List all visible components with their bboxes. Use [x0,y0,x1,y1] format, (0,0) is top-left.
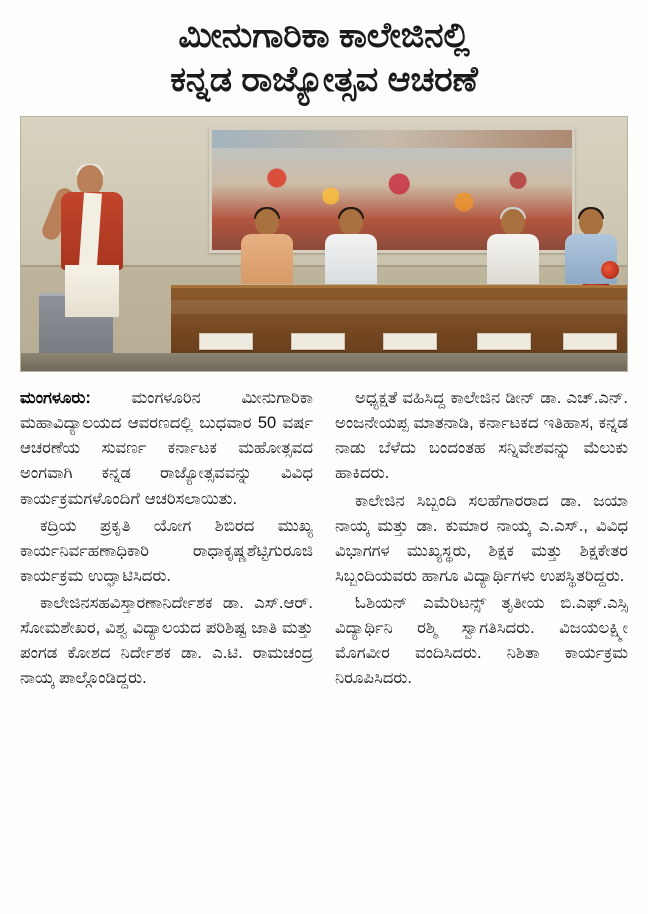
paragraph: ಕಾಲೇಜಿನಸಹವಿಸ್ತಾರಣಾನಿರ್ದೇಶಕ ಡಾ. ಎಸ್.ಆರ್. ಸೋಮಶೇಖರ, ವಿಶ್ವ ವಿದ್ಯಾಲಯದ ಪರಿಶಿಷ್ಟ ಜಾತಿ ಮತ್ತು ಪಂಗಡ ಕೋಶದ ನಿರ್ದೇಶಕ ಡಾ. ಎ.ಟಿ. ರಾಮಚಂದ್ರ ನಾಯ್ಕ ಪಾಲ್ಗೊಂಡಿದ್ದರು. [20,593,313,688]
nameplate [291,333,345,350]
person-head [339,209,363,236]
speaker-head [77,165,103,195]
photo-container [20,116,628,372]
nameplate [383,333,437,350]
paragraph [20,386,313,511]
headline-line-1: ಮೀನುಗಾರಿಕಾ ಕಾಲೇಜಿನಲ್ಲಿ [178,16,470,55]
article-body [20,386,628,693]
nameplate [477,333,531,350]
article-left-column [20,386,313,693]
seated-person [483,209,543,283]
conference-dais-photo [20,116,628,372]
nameplate [199,333,253,350]
paragraph: ಓಶಿಯನ್ ಎಮೆರಿಟನ್ಸ್ ತೃತೀಯ ಬಿ.ಎಫ್.ಎಸ್ಸಿ ವಿದ್ಯಾರ್ಥಿನಿ ರಶ್ಮಿ ಸ್ವಾಗತಿಸಿದರು. ವಿಜಯಲಕ್ಷ್ಮೀ ಮೊಗವೀರ ವಂದಿಸಿದರು. ನಿಶಿತಾ ಕಾರ್ಯಕ್ರಮ ನಿರೂಪಿಸಿದರು. [335,593,628,688]
person-head [579,209,603,236]
person-head [501,209,525,236]
person-torso [241,234,293,284]
projected-slide-strip [212,130,572,148]
headline-line-2: ಕನ್ನಡ ರಾಜ್ಯೋತ್ಸವ ಆಚರಣೆ [170,60,478,100]
paragraph: ಅಧ್ಯಕ್ಷತೆ ವಹಿಸಿದ್ದ ಕಾಲೇಜಿನ ಡೀನ್ ಡಾ. ಎಚ್.ಎನ್. ಅಂಜನೇಯಪ್ಪ ಮಾತನಾಡಿ, ಕರ್ನಾಟಕದ ಇತಿಹಾಸ, ಕನ್ನಡ ನಾಡು ಬೆಳೆದು ಬಂದಂತಹ ಸನ್ನಿವೇಶವನ್ನು ಮೆಲುಕು ಹಾಕಿದರು. [335,389,628,483]
paragraph-text: ಮಂಗಳೂರಿನ ಮೀನುಗಾರಿಕಾ ಮಹಾವಿದ್ಯಾಲಯದ ಆವರಣದಲ್ಲಿ ಬುಧವಾರ 50 ವರ್ಷ ಆಚರಣೆಯ ಸುವರ್ಣ ಕರ್ನಾಟಕ ಮಹೋತ್ಸವದ ಅಂಗವಾಗಿ ಕನ್ನಡ ರಾಜ್ಯೋತ್ಸವವನ್ನು ವಿವಿಧ ಕಾರ್ಯಕ್ರಮಗಳೊಂದಿಗೆ ಆಚರಿಸಲಾಯಿತು. [20,389,313,508]
paragraph: ಕದ್ರಿಯ ಪ್ರಕೃತಿ ಯೋಗ ಶಿಬಿರದ ಮುಖ್ಯ ಕಾರ್ಯನಿರ್ವಹಣಾಧಿಕಾರಿ ರಾಧಾಕೃಷ್ಣಶೆಟ್ಟಿಗುರೂಜಿ ಕಾರ್ಯಕ್ರಮ ಉದ್ಘಾಟಿಸಿದರು. [20,516,313,585]
nameplate [563,333,617,350]
article-right-column [335,386,628,693]
dateline-lead: ಮಂಗಳೂರು: [20,389,91,408]
seated-person [237,209,297,283]
speaker-dhoti [65,265,119,317]
person-torso [487,234,539,284]
hall-floor [21,353,627,371]
paragraph: ಕಾಲೇಜಿನ ಸಿಬ್ಬಂದಿ ಸಲಹೆಗಾರರಾದ ಡಾ. ಜಯಾ ನಾಯ್ಕ ಮತ್ತು ಡಾ. ಕುಮಾರ ನಾಯ್ಕ ಎ.ಎಸ್., ವಿವಿಧ ವಿಭಾಗಗಳ ಮುಖ್ಯಸ್ಥರು, ಶಿಕ್ಷಕ ಮತ್ತು ಶಿಕ್ಷಕೇತರ ಸಿಬ್ಬಂದಿಯವರು ಹಾಗೂ ವಿದ್ಯಾರ್ಥಿಗಳು ಉಪಸ್ಥಿತರಿದ್ದರು. [335,491,628,585]
page-title [0,0,648,106]
person-torso [325,234,377,284]
person-head [255,209,279,236]
speaking-guest [51,165,137,315]
seated-person [321,209,381,283]
table-cloth [171,300,628,314]
